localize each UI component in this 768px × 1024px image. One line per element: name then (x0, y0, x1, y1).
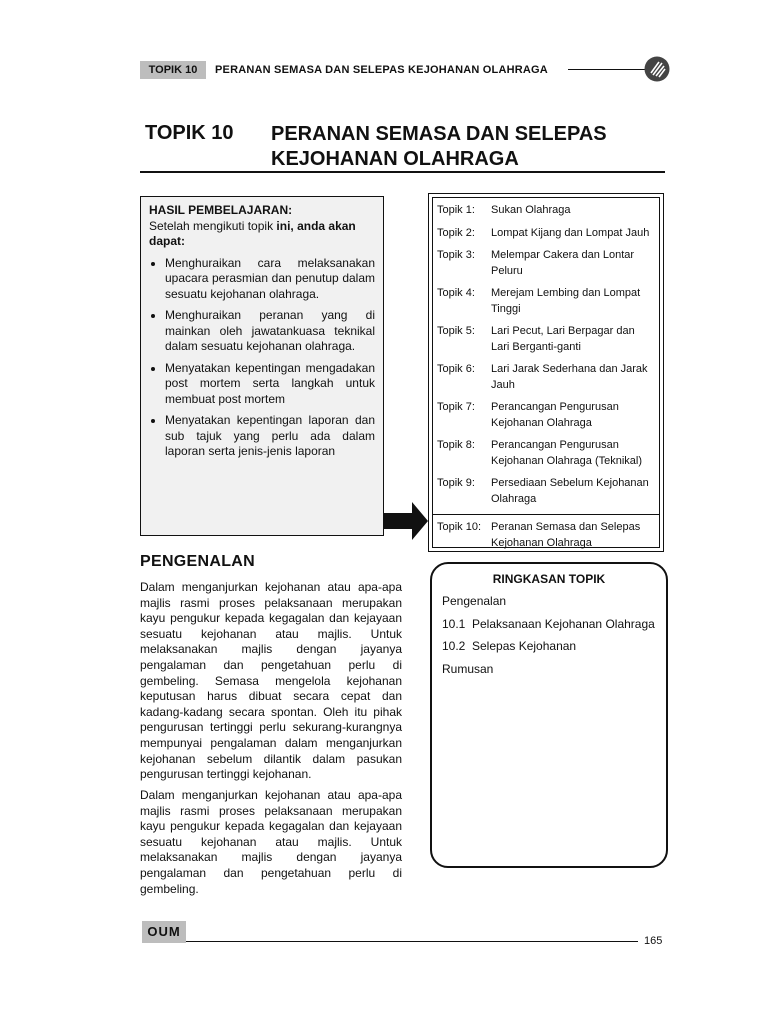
topic-name: Persediaan Sebelum Kejohanan Olahraga (491, 477, 649, 505)
intro-paragraph: Dalam menganjurkan kejohanan atau apa-apa majlis rasmi proses pelaksanaan merupakan kayu pengukur kepada kegagalan dan kejayaan sesuatu kejohanan atau majlis. Untuk melaksanakan majlis dengan jayanya pengalaman dan pengetahuan perlu di gembeling. Semasa mengelola kejohanan keputusan harus dibuat secara cepat dan kadang-kadang secara spontan. Oleh itu pihak pengurusan tertinggi perlu sekurang-kurangnya mempunyai pengalaman dalam menganjurkan kejohanan sebelum dilantik dalam pasukan pengurusan tertinggi kejohanan. (140, 580, 402, 782)
summary-item-label: Selepas Kejohanan (472, 639, 577, 653)
topic-list (432, 197, 660, 548)
learning-outcomes-box (140, 196, 384, 536)
topic-name: Melempar Cakera dan Lontar Peluru (491, 249, 635, 277)
summary-item-number: 10.1 (442, 616, 466, 631)
learning-outcomes-list (149, 256, 375, 460)
list-item: • Menyatakan kepentingan laporan dan sub tajuk yang perlu ada dalam laporan serta jenis-jenis laporan (165, 413, 375, 460)
running-header-title: PERANAN SEMASA DAN SELEPAS KEJOHANAN OLAHRAGA (215, 64, 548, 76)
running-header (140, 59, 670, 83)
summary-item (442, 617, 656, 633)
topic-item (437, 438, 656, 469)
learning-outcomes-intro-plain: Setelah mengikuti topik (149, 218, 277, 233)
topic-name: Lompat Kijang dan Lompat Jauh (491, 226, 650, 239)
topic-number: Topik 1: (437, 204, 475, 216)
topic-number: Topik 7: (437, 401, 475, 413)
topic-number: Topik 10: (437, 521, 482, 533)
page-title-number: TOPIK 10 (145, 122, 234, 144)
page-title-text: PERANAN SEMASA DAN SELEPAS KEJOHANAN OLAHRAGA (271, 123, 607, 170)
section-heading: PENGENALAN (140, 553, 256, 570)
running-header-rule (568, 69, 648, 70)
topic-item (437, 476, 656, 507)
topic-name: Peranan Semasa dan Selepas Kejohanan Olahraga (491, 521, 641, 549)
topic-item (437, 226, 656, 242)
summary-item (442, 594, 656, 610)
topic-number: Topik 8: (437, 439, 475, 451)
topic-name: Lari Pecut, Lari Berpagar dan Lari Berganti-ganti (491, 325, 635, 353)
summary-item-label: Rumusan (442, 661, 494, 676)
topic-number: Topik 9: (437, 477, 475, 489)
title-rule (140, 171, 665, 173)
topic-item (437, 362, 656, 393)
topic-item (437, 286, 656, 317)
topic-number: Topik 3: (437, 249, 475, 261)
topic-number: Topik 5: (437, 325, 475, 337)
topic-number: Topik 2: (437, 226, 475, 239)
summary-item-label: Pengenalan (442, 594, 507, 608)
summary-item (442, 639, 656, 655)
topic-name: Merejam Lembing dan Lompat Tinggi (491, 287, 641, 315)
topic-number: Topik 4: (437, 287, 475, 299)
topic-name: Sukan Olahraga (491, 204, 571, 216)
footer-publisher-tag: OUM (142, 921, 186, 943)
topic-item-current (433, 514, 659, 551)
learning-outcomes-title: HASIL PEMBELAJARAN: (149, 203, 293, 217)
topic-item (437, 400, 656, 431)
list-item: • Menghuraikan cara melaksanakan upacara perasmian dan penutup dalam sesuatu kejohanan olahraga. (165, 256, 375, 303)
summary-item (442, 662, 656, 678)
footer-rule (186, 941, 638, 942)
topic-name: Perancangan Pengurusan Kejohanan Olahraga (491, 401, 619, 429)
page-number: 165 (644, 935, 663, 947)
intro-paragraph: Dalam menganjurkan kejohanan atau apa-apa majlis rasmi proses pelaksanaan merupakan kayu pengukur kepada kegagalan dan kejayaan sesuatu kejohanan atau majlis. Untuk melaksanakan majlis dengan jayanya pengalaman dan pengetahuan perlu di gembeling. (140, 788, 402, 896)
topic-list-box (428, 193, 664, 552)
running-header-tag: TOPIK 10 (140, 61, 206, 79)
topic-number: Topik 6: (437, 363, 475, 375)
topic-name: Lari Jarak Sederhana dan Jarak Jauh (491, 363, 648, 391)
arrow-right-icon (384, 502, 428, 540)
topic-item (437, 248, 656, 279)
oum-logo-icon (644, 56, 670, 82)
list-item: • Menyatakan kepentingan mengadakan post mortem serta langkah untuk membuat post mortem (165, 361, 375, 408)
topic-summary-title: RINGKASAN TOPIK (492, 572, 606, 586)
learning-outcomes-intro-bold: ini, anda akan dapat: (149, 218, 356, 248)
summary-item-label: Pelaksanaan Kejohanan Olahraga (472, 616, 655, 631)
list-item: • Menghuraikan peranan yang di mainkan oleh jawatankuasa teknikal dalam sesuatu kejohanan olahraga. (165, 308, 375, 355)
summary-item-number: 10.2 (442, 639, 466, 653)
topic-item (437, 324, 656, 355)
topic-summary-box (430, 562, 668, 868)
learning-outcomes-intro (149, 219, 375, 250)
topic-name: Perancangan Pengurusan Kejohanan Olahraga (Teknikal) (491, 439, 643, 467)
topic-item (437, 203, 656, 219)
